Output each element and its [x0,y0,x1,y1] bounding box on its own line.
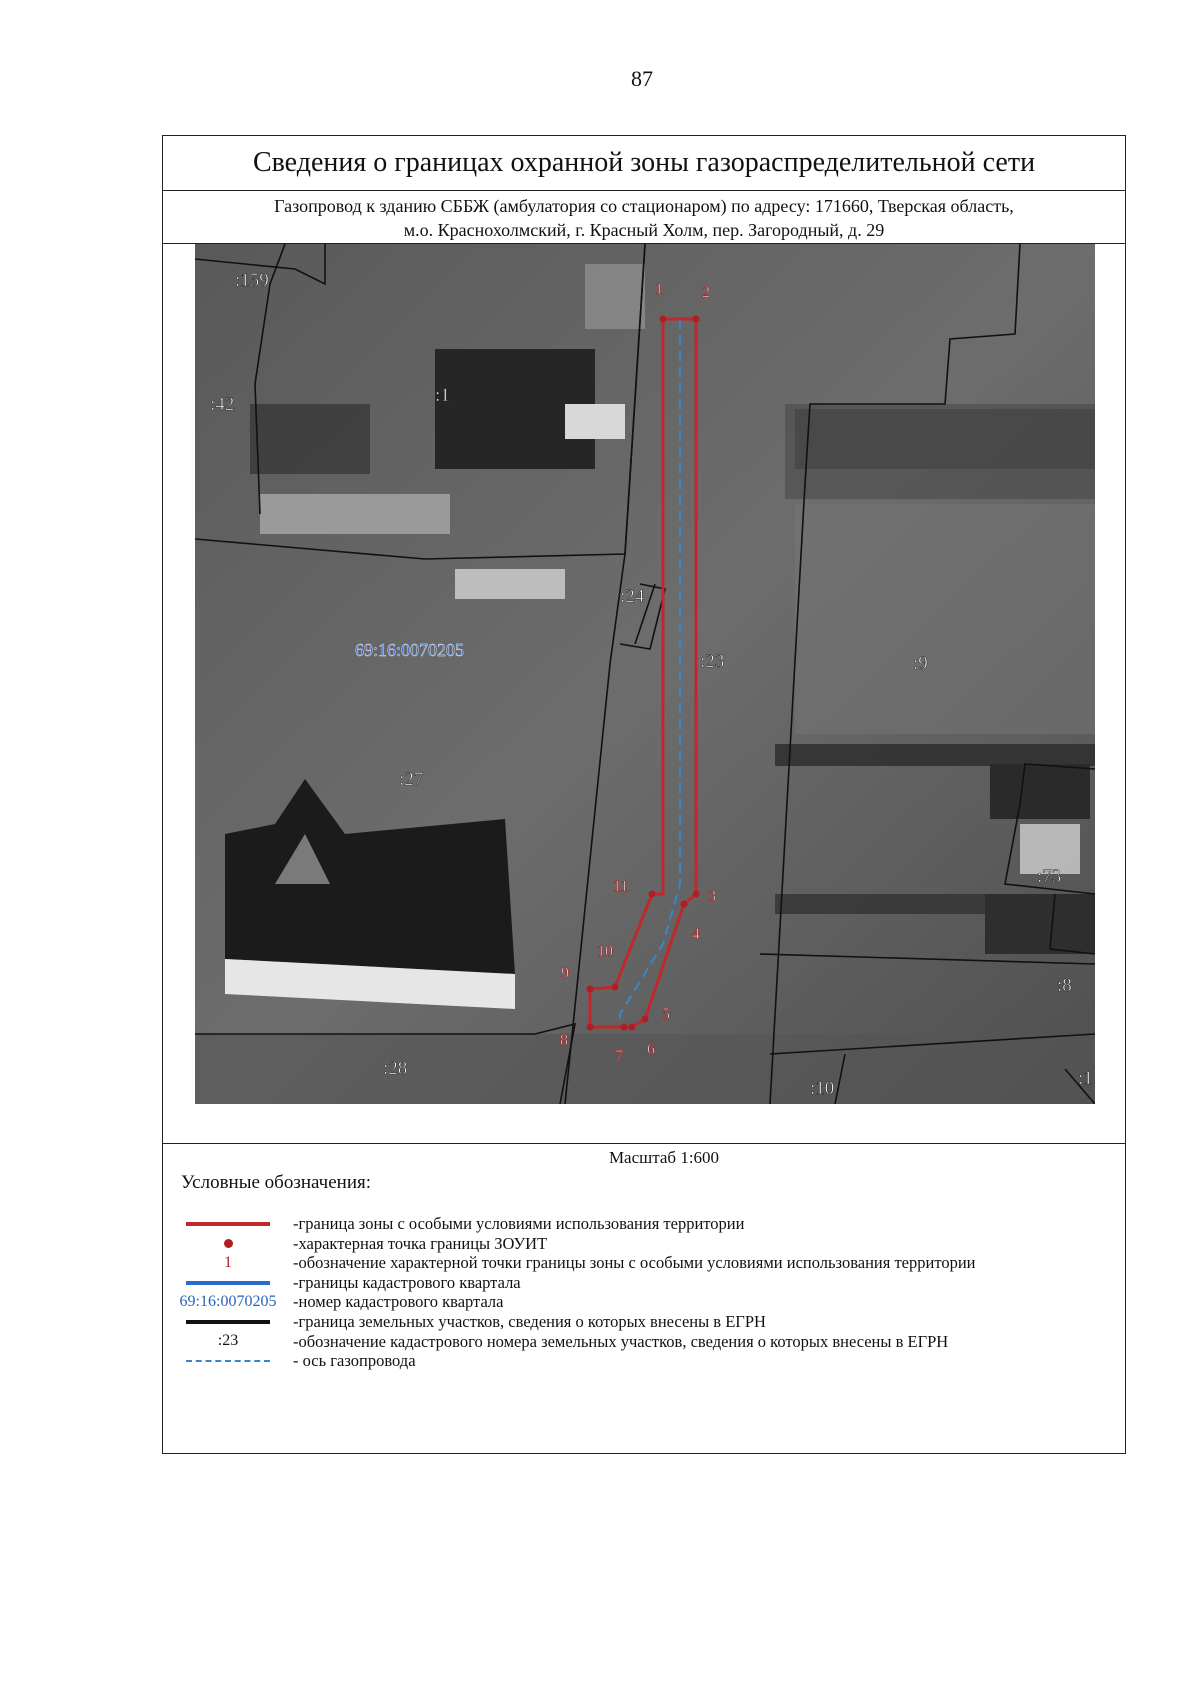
legend-text: -номер кадастрового квартала [293,1292,504,1312]
parcel-label: :42 [210,394,235,415]
point-label-7: 7 [615,1048,623,1065]
point-label-10: 10 [597,943,613,960]
parcel-label: :1 [1078,1068,1093,1089]
page-title: Сведения о границах охранной зоны газораспределительной сети [163,136,1125,191]
zone-point-4 [681,901,688,908]
zone-point-10 [612,984,619,991]
point-label-4: 4 [692,926,700,943]
point-label-1: 1 [655,281,663,298]
point-label-11: 11 [613,878,629,895]
map-svg [195,244,1095,1104]
scale-divider [163,1143,1125,1144]
legend-text: -границы кадастрового квартала [293,1272,521,1292]
parcel-label: :9 [913,653,928,674]
parcel-label: :73 [1037,866,1062,887]
legend-row [163,1234,1125,1254]
parcel-label: :159 [235,270,269,291]
parcel-label: :23 [700,651,725,672]
legend-text: -обозначение характерной точки границы зоны с особыми условиями использования территории [293,1253,976,1273]
parcel-label: :27 [399,769,424,790]
legend-symbol-black-line [163,1312,293,1332]
legend-symbol-black-text: :23 [217,1332,239,1350]
zone-point-2 [693,316,700,323]
legend-symbol-blue-line [163,1273,293,1293]
quarter-number-label: 69:16:0070205 [355,640,465,660]
sheet-frame [162,135,1126,1454]
parcel-label: :1 [435,385,450,406]
legend-title: Условные обозначения: [181,1172,372,1193]
zone-point-9 [587,986,594,993]
parcel-label: :24 [620,586,645,607]
point-label-9: 9 [561,965,569,982]
legend-row [163,1273,1125,1293]
zone-point-6 [629,1024,636,1031]
legend-text: -граница зоны с особыми условиями использования территории [293,1214,745,1233]
legend-row [163,1214,1125,1234]
zone-point-5 [642,1016,649,1023]
legend-text: -граница земельных участков, сведения о которых внесены в ЕГРН [293,1311,766,1331]
legend-row [163,1351,1125,1371]
legend-text: -обозначение кадастрового номера земельных участков, сведения о которых внесены в ЕГРН [293,1331,949,1351]
legend [163,1214,1125,1371]
legend-symbol-red-dot [163,1234,293,1254]
point-label-8: 8 [560,1032,568,1049]
parcel-label: :10 [810,1078,835,1099]
zone-point-1 [660,316,667,323]
legend-row [163,1312,1125,1332]
zone-point-7 [621,1024,628,1031]
zone-point-8 [587,1024,594,1031]
subtitle-line-2: м.о. Краснохолмский, г. Красный Холм, пер. Загородный, д. 29 [403,220,885,240]
zone-point-11 [649,891,656,898]
point-label-5: 5 [662,1006,670,1023]
subtitle-line-1: Газопровод к зданию СББЖ (амбулатория со стационаром) по адресу: 171660, Тверская область, [274,196,1014,216]
legend-row [163,1253,1125,1273]
page-number: 87 [631,66,653,91]
parcel-label: :28 [383,1058,408,1079]
point-label-6: 6 [647,1041,655,1058]
legend-symbol-blue-text: 69:16:0070205 [179,1293,277,1311]
zone-point-3 [693,891,700,898]
legend-symbol-red-number: 1 [224,1253,232,1271]
map-scale: Масштаб 1:600 [608,1148,720,1167]
building [455,569,565,599]
point-label-3: 3 [708,888,716,905]
parcel-label: :8 [1057,975,1072,996]
page-subtitle [163,190,1125,244]
legend-symbol-blue-dash [163,1351,293,1371]
legend-text: - ось газопровода [293,1351,416,1371]
cadastral-map [195,244,1095,1104]
legend-text: -характерная точка границы ЗОУИТ [293,1233,548,1253]
building [565,404,625,439]
legend-row [163,1292,1125,1312]
building [260,494,450,534]
point-label-2: 2 [702,284,710,301]
legend-row [163,1332,1125,1352]
legend-symbol-red-line [163,1214,293,1234]
